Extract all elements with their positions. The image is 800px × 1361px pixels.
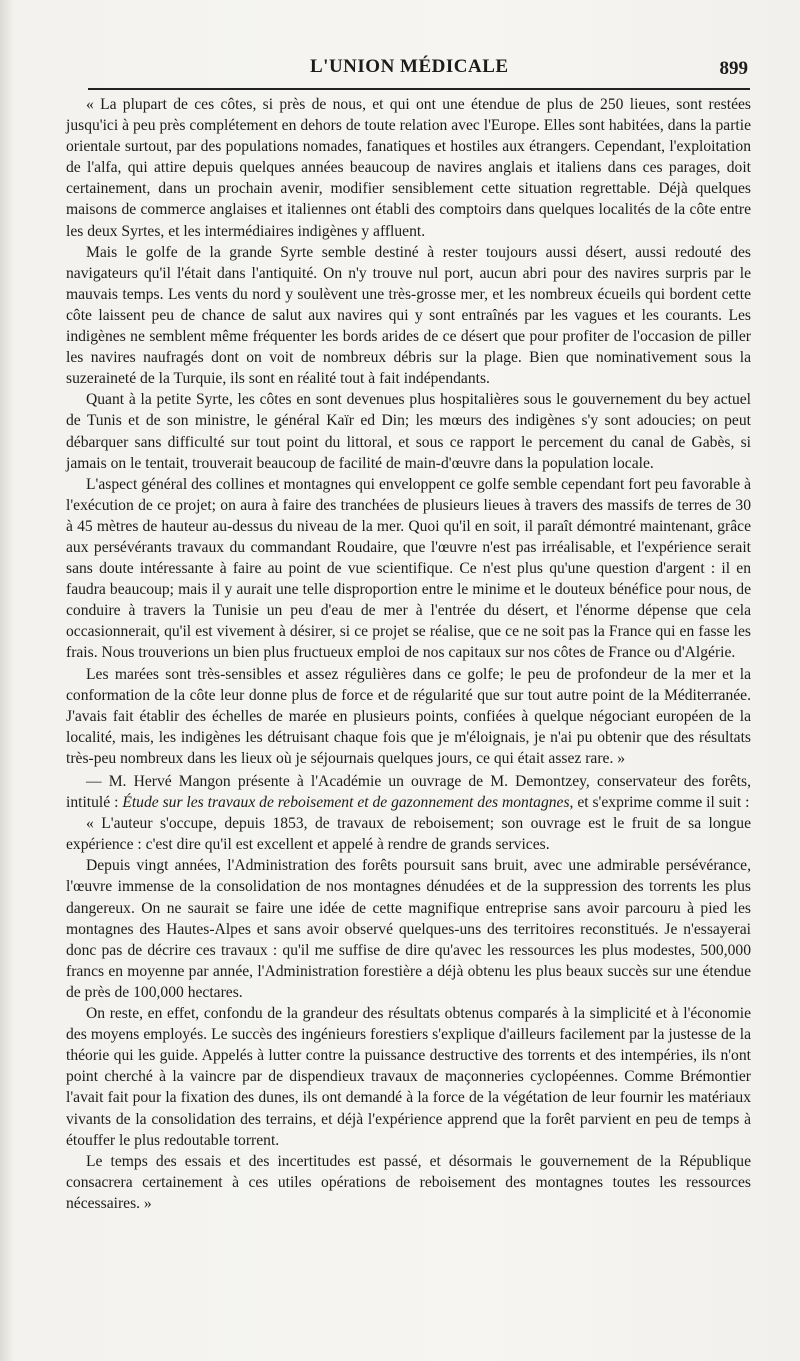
mangon-paragraph	[66, 771, 751, 813]
mangon-intro: — M. Hervé Mangon présente à l'Académie un ouvrage de M. Demontzey, conservateur des forêts, intitulé :	[66, 773, 751, 812]
paragraph: Depuis vingt années, l'Administration des forêts poursuit sans bruit, avec une admirable persévérance, l'œuvre immense de la consolidation de nos montagnes dénudées et de la suppression des torrents les plus dangereux. On ne saurait se faire une idée de cette magnifique entreprise sans avoir parcouru à pied les montagnes des Hautes-Alpes et sans avoir observé quelques-uns des territoires reconstitués. Je n'essayerai donc pas de décrire ces travaux : qu'il me suffise de dire qu'avec les ressources les plus modestes, 500,000 francs en moyenne par année, l'Administration forestière a déjà obtenu les plus beaux succès sur une étendue de près de 100,000 hectares.	[66, 857, 751, 1001]
paragraph: « La plupart de ces côtes, si près de nous, et qui ont une étendue de plus de 250 lieues, sont restées jusqu'ici à peu près complétement en dehors de toute relation avec l'Europe. Elles sont habitées, dans la partie orientale surtout, par des populations nomades, fanatiques et hostiles aux étrangers. Cependant, l'exploitation de l'alfa, qui attire depuis quelques années beaucoup de navires anglais et italiens dans ces parages, doit certainement, dans un prochain avenir, modifier sensiblement cette situation regrettable. Déjà quelques maisons de commerce anglaises et italiennes ont établi des comptoirs dans quelques localités de la côte entre les deux Syrtes, et les intermédiaires indigènes y affluent.	[66, 96, 751, 240]
article-body	[66, 94, 751, 1214]
running-title: L'UNION MÉDICALE	[310, 56, 509, 77]
paragraph: L'aspect général des collines et montagnes qui enveloppent ce golfe semble cependant fort peu favorable à l'exécution de ce projet; on aura à faire des tranchées de plusieurs lieues à travers des massifs de terres de 30 à 45 mètres de hauteur au-dessus du niveau de la mer. Quoi qu'il en soit, il paraît démontré maintenant, grâce aux persévérants travaux du commandant Roudaire, que l'œuvre n'est pas irréalisable, et l'expérience serait sans doute intéressante à faire au point de vue scientifique. Ce n'est plus qu'une question d'argent : il en faudra beaucoup; mais il y aurait une telle disproportion entre le minime et le douteux bénéfice pour nous, de conduire à travers la Tunisie un peu d'eau de mer à l'entrée du désert, et l'énorme dépense que cela occasionnerait, qu'il est vivement à désirer, si ce projet se réalise, que ce ne soit pas la France qui en fasse les frais. Nous trouverions un bien plus fructueux emploi de nos capitaux sur nos côtes de France ou d'Algérie.	[66, 475, 751, 662]
header-rule	[88, 88, 750, 90]
paragraph: Mais le golfe de la grande Syrte semble destiné à rester toujours aussi désert, aussi redouté des navigateurs qu'il l'était dans l'antiquité. On n'y trouve nul port, aucun abri pour des navires surpris par le mauvais temps. Les vents du nord y soulèvent une très-grosse mer, et les nombreux écueils qui bordent cette côte laissent peu de chance de salut aux navires qui y sont entraînés par les vagues et les courants. Les indigènes ne semblent même fréquenter les bords arides de ce désert que pour profiter de l'occasion de piller les navires naufragés dont on voit de nombreux débris sur la plage. Bien que nominativement sous la suzeraineté de la Turquie, ils sont en réalité tout à fait indépendants.	[66, 243, 751, 388]
mangon-outro: , et s'exprime comme il suit :	[569, 794, 750, 812]
page-header	[88, 56, 752, 86]
paragraph: On reste, en effet, confondu de la grandeur des résultats obtenus comparés à la simplicité et à l'économie des moyens employés. Le succès des ingénieurs forestiers s'explique d'ailleurs facilement par la justesse de la théorie qui les guide. Appelés à lutter contre la puissance destructive des torrents et des intempéries, ils n'ont point cherché à la vaincre par de dispendieux travaux de maçonneries cyclopéennes. Comme Brémontier l'avait fait pour la fixation des dunes, ils ont demandé à la force de la végétation de leur fournir les matériaux vivants de la consolidation des terrains, et déjà l'expérience apprend que la forêt parvient en peu de temps à étouffer le plus redoutable torrent.	[66, 1005, 751, 1149]
paragraph: Le temps des essais et des incertitudes est passé, et désormais le gouvernement de la République consacrera certainement à ces utiles opérations de reboisement des montagnes toutes les ressources nécessaires. »	[66, 1152, 751, 1212]
paragraph: Quant à la petite Syrte, les côtes en sont devenues plus hospitalières sous le gouvernement du bey actuel de Tunis et de son ministre, le général Kaïr ed Din; les mœurs des indigènes s'y sont adoucies; on peut débarquer sans difficulté sur tout point du littoral, et sous ce rapport le percement du canal de Gabès, si jamais on le tentait, trouverait beaucoup de facilité de main-d'œuvre dans la population locale.	[66, 391, 751, 472]
book-title: Étude sur les travaux de reboisement et de gazonnement des montagnes	[122, 794, 570, 812]
page-number: 899	[719, 58, 748, 79]
paragraph: Les marées sont très-sensibles et assez régulières dans ce golfe; le peu de profondeur de la mer et la conformation de la côte leur donne plus de force et de régularité que sur tout autre point de la Méditerranée. J'avais fait établir des échelles de marée en plusieurs points, confiées à quelque négociant européen de la localité, mais, les indigènes les détruisant chaque fois que je m'éloignais, je n'ai pu obtenir que des résultats très-peu nombreux dans les lieux où je séjournais quelques jours, ce qui était assez rare. »	[66, 665, 751, 767]
paragraph: « L'auteur s'occupe, depuis 1853, de travaux de reboisement; son ouvrage est le fruit de sa longue expérience : c'est dire qu'il est excellent et appelé à rendre de grands services.	[66, 815, 751, 854]
